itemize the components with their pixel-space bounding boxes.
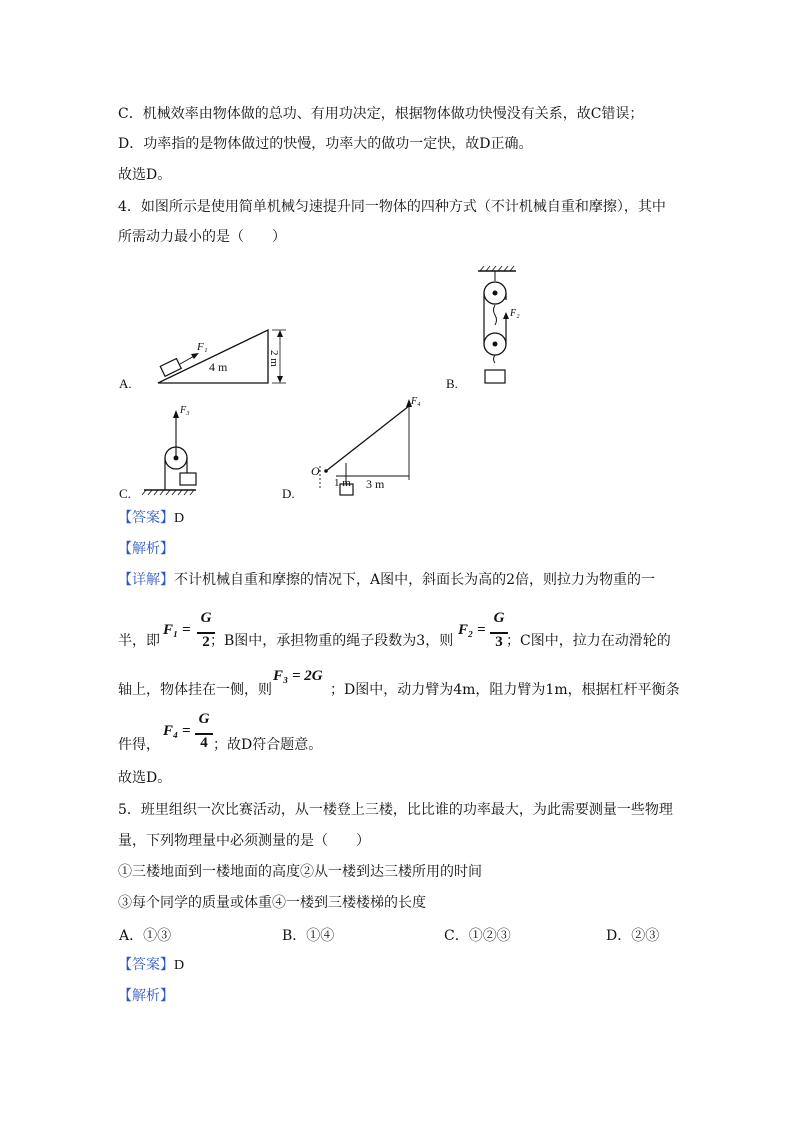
analysis-line-2 — [118, 986, 174, 1006]
formula-f4: F₄ = G 4 — [163, 711, 223, 757]
figure-d-pivot: O — [311, 464, 320, 478]
detail-line-3b: ；D图中，动力臂为4m，阻力臂为1m，根据杠杆平衡条 — [330, 682, 680, 698]
option-label: D． — [606, 928, 632, 944]
q5-stem-line2: 量，下列物理量中必须测量的是（ ） — [118, 833, 370, 849]
detail-line-3a: 轴上，物体挂在一侧，则 — [118, 682, 272, 698]
answer-line-2 — [118, 955, 184, 976]
detail-line-2b: ；B图中，承担物重的绳子段数为3，则 — [210, 633, 454, 649]
select-d-text-2: 故选D。 — [118, 770, 172, 786]
option-d-text: D．功率指的是物体做过的快慢，功率大的做功一定快，故D正确。 — [118, 136, 533, 152]
figure-b-label: B. — [446, 376, 458, 391]
option-value: ①④ — [306, 928, 335, 944]
figure-b-force: F₂ — [510, 308, 520, 319]
option-value: ①③ — [143, 928, 172, 944]
option-c-text: C．机械效率由物体做的总功、有用功决定，根据物体做功快慢没有关系，故C错误； — [118, 106, 644, 122]
figure-a-label: A. — [119, 376, 132, 391]
answer-tag: 【答案】 — [118, 510, 174, 526]
q5-items-line1: ①三楼地面到一楼地面的高度②从一楼到达三楼所用的时间 — [118, 864, 482, 880]
option-value: ②③ — [631, 928, 660, 944]
q5-option-c — [444, 926, 511, 946]
figure-c-force: F₃ — [180, 405, 190, 416]
figure-a-force: F₁ — [197, 341, 208, 353]
answer-value: D — [174, 511, 185, 526]
detail-line-1 — [118, 570, 655, 590]
q4-stem-line1: 4．如图所示是使用简单机械匀速提升同一物体的四种方式（不计机械自重和摩擦），其中 — [118, 199, 666, 215]
detail-line-4b: ；故D符合题意。 — [213, 737, 323, 753]
detail-line-2a: 半，即 — [118, 633, 160, 649]
analysis-line — [118, 539, 174, 559]
formula-f1: F₁ = G 2 — [163, 610, 223, 656]
q5-items-line2: ③每个同学的质量或体重④一楼到三楼楼梯的长度 — [118, 895, 426, 911]
figure-d-long-arm: 3 m — [366, 477, 385, 491]
figure-d-label: D. — [282, 486, 295, 501]
q5-option-a — [119, 926, 171, 946]
analysis-tag-2: 【解析】 — [118, 988, 174, 1004]
detail-tag: 【详解】 — [118, 572, 174, 588]
q5-stem-line1: 5．班里组织一次比赛活动，从一楼登上三楼，比比谁的功率最大，为此需要测量一些物理 — [118, 802, 673, 818]
figure-a-length: 4 m — [209, 360, 228, 374]
detail-line-2c: ；C图中，拉力在动滑轮的 — [506, 633, 671, 649]
q5-option-d — [606, 926, 659, 946]
analysis-tag: 【解析】 — [118, 541, 174, 557]
formula-f3: F₃ = 2G — [273, 668, 323, 684]
q4-stem-line2: 所需动力最小的是（ ） — [118, 229, 286, 245]
answer-line — [118, 508, 184, 529]
detail-line-4a: 件得， — [118, 737, 160, 753]
q5-option-b — [282, 926, 334, 946]
option-value: ①②③ — [468, 928, 511, 944]
select-d-text: 故选D。 — [118, 167, 172, 183]
option-label: C． — [444, 928, 469, 944]
figure-d-force: F₄ — [411, 396, 421, 407]
option-label: B． — [282, 928, 307, 944]
figure-c-label: C. — [119, 486, 131, 501]
figure-d-short-arm: 1 m — [334, 477, 351, 489]
figure-a-height: 2 m — [268, 350, 280, 367]
formula-f2: F₂ = G 3 — [458, 610, 518, 656]
answer-tag-2: 【答案】 — [118, 957, 174, 973]
answer-value-2: D — [174, 958, 185, 973]
detail-text-1: 不计机械自重和摩擦的情况下，A图中，斜面长为高的2倍，则拉力为物重的一 — [174, 572, 656, 588]
option-label: A． — [119, 928, 144, 944]
